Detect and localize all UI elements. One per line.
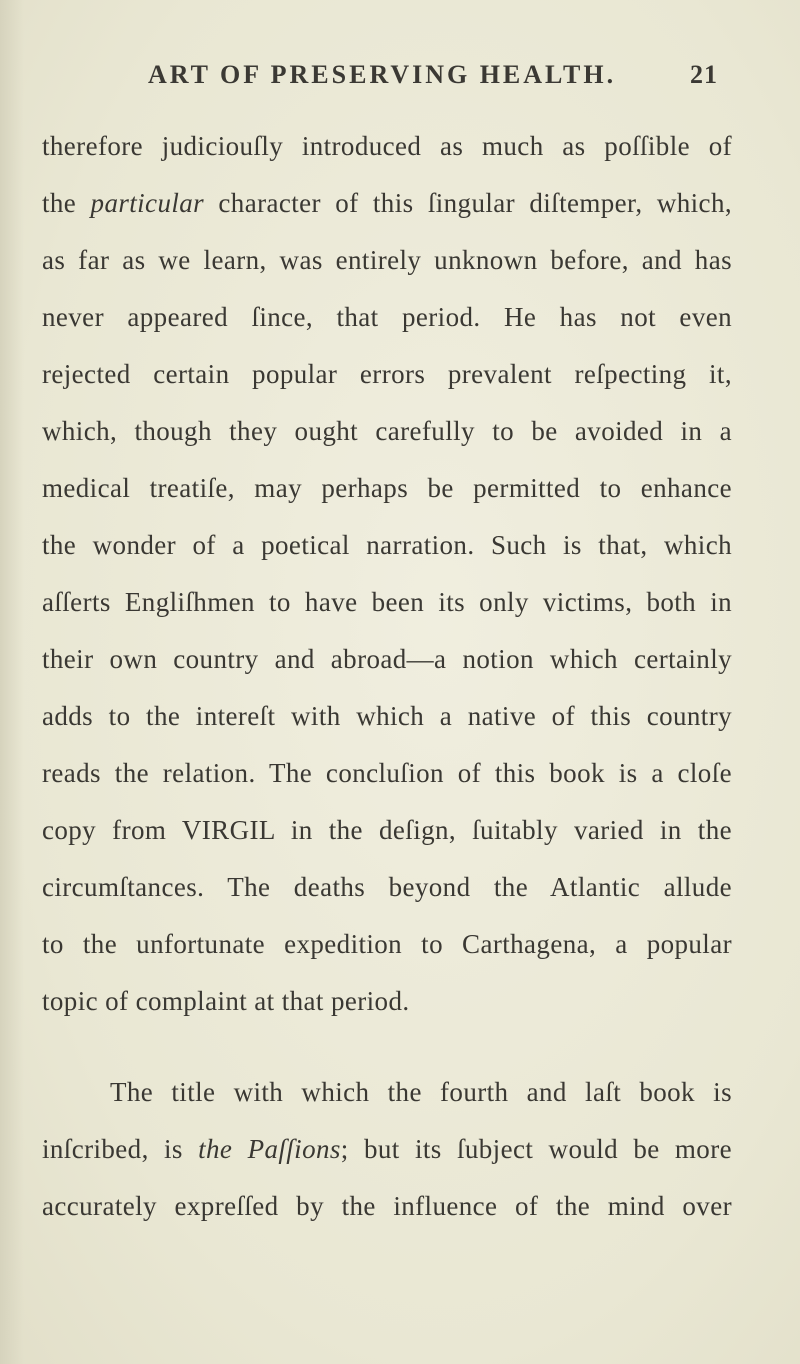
paragraph-1 bbox=[42, 118, 732, 1030]
text-line: reads the relation. The concluſion of this book is a cloſe bbox=[42, 758, 732, 788]
text-line: topic of complaint at that period. bbox=[42, 986, 410, 1016]
text-line: copy from VIRGIL in the deſign, ſuitably varied in the bbox=[42, 815, 732, 845]
paragraph-2 bbox=[42, 1064, 732, 1235]
italic-phrase: the Paſſions bbox=[198, 1134, 341, 1164]
text-line-with-italic: the particular character of this ſingular diſtemper, which, bbox=[42, 188, 732, 218]
text-line: as far as we learn, was entirely unknown before, and has bbox=[42, 245, 732, 275]
text-line: aſſerts Engliſhmen to have been its only victims, both in bbox=[42, 587, 732, 617]
text-line: never appeared ſince, that period. He has not even bbox=[42, 302, 732, 332]
text-line: medical treatiſe, may perhaps be permitted to enhance bbox=[42, 473, 732, 503]
text-line: The title with which the fourth and laſt book is bbox=[110, 1077, 732, 1107]
text-line: circumſtances. The deaths beyond the Atlantic allude bbox=[42, 872, 732, 902]
text-line: rejected certain popular errors prevalent reſpecting it, bbox=[42, 359, 732, 389]
text-line: which, though they ought carefully to be avoided in a bbox=[42, 416, 732, 446]
text-line: the wonder of a poetical narration. Such is that, which bbox=[42, 530, 732, 560]
body-text bbox=[42, 118, 732, 1235]
page-gutter-shadow bbox=[0, 0, 24, 1364]
running-header bbox=[148, 60, 718, 100]
text-line: accurately expreſſed by the influence of the mind over bbox=[42, 1191, 732, 1221]
page-number: 21 bbox=[690, 60, 718, 89]
text-line-with-italic: inſcribed, is the Paſſions; but its ſubject would be more bbox=[42, 1134, 732, 1164]
italic-phrase: particular bbox=[90, 188, 205, 218]
running-title: ART OF PRESERVING HEALTH. bbox=[148, 60, 617, 89]
text-line: their own country and abroad—a notion which certainly bbox=[42, 644, 732, 674]
text-line: adds to the intereſt with which a native of this country bbox=[42, 701, 732, 731]
text-line: therefore judiciouſly introduced as much as poſſible of bbox=[42, 131, 732, 161]
paragraph-gap bbox=[42, 1030, 732, 1064]
text-line: to the unfortunate expedition to Carthagena, a popular bbox=[42, 929, 732, 959]
